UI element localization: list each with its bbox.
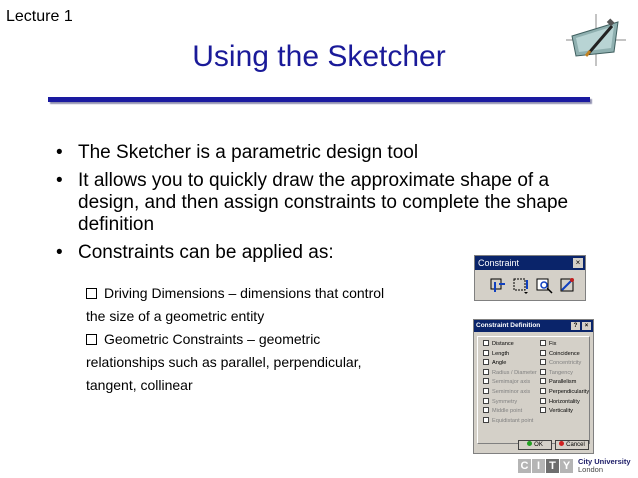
option-equidistant-point: Equidistant point (483, 417, 537, 427)
slide-title: Using the Sketcher (192, 40, 446, 73)
option-fix[interactable]: Fix (540, 340, 589, 350)
logo-text (578, 458, 631, 474)
sub-items (86, 282, 446, 397)
sub-item-line: relationships such as parallel, perpendicular, (86, 354, 362, 370)
dialog-help-button[interactable]: ? (571, 322, 580, 330)
option-concentricity: Concentricity (540, 359, 589, 369)
option-radius-diameter: Radius / Diameter (483, 369, 537, 379)
option-horizontality[interactable]: Horizontality (540, 398, 589, 408)
logo-place: London (578, 465, 604, 474)
bullet-text: It allows you to quickly draw the approximate shape of a design, and then assign constraints to complete the shape definition (78, 170, 569, 235)
checkbox (540, 359, 546, 365)
checkbox[interactable] (483, 359, 489, 365)
checkbox[interactable] (540, 407, 546, 413)
checkbox[interactable] (483, 350, 489, 356)
checkbox (540, 369, 546, 375)
bullet-dot: • (56, 170, 63, 191)
sub-item-line: tangent, collinear (86, 377, 193, 393)
option-distance[interactable]: Distance (483, 340, 537, 350)
bullet-item (52, 142, 572, 164)
option-length[interactable]: Length (483, 350, 537, 360)
checkbox (483, 417, 489, 423)
checkbox[interactable] (540, 388, 546, 394)
toolbar-close-button[interactable]: × (573, 258, 583, 268)
bullet-text: Constraints can be applied as: (78, 242, 334, 263)
toolbar-title: Constraint (478, 258, 520, 268)
option-angle[interactable]: Angle (483, 359, 537, 369)
cancel-icon (559, 441, 564, 446)
bullet-dot: • (56, 142, 63, 163)
constraint-definition-dialog (473, 319, 594, 454)
logo-letter: Y (560, 459, 573, 473)
left-options (483, 340, 537, 426)
checkbox (483, 398, 489, 404)
checkbox[interactable] (483, 340, 489, 346)
dialog-buttons (518, 440, 589, 450)
option-verticality[interactable]: Verticality (540, 407, 589, 417)
option-coincidence[interactable]: Coincidence (540, 350, 589, 360)
option-symmetry: Symmetry (483, 398, 537, 408)
option-tangency: Tangency (540, 369, 589, 379)
checkbox (483, 378, 489, 384)
dialog-close-button[interactable]: × (582, 322, 591, 330)
dialog-title: Constraint Definition (476, 322, 541, 329)
right-options (540, 340, 589, 417)
checkbox (483, 407, 489, 413)
option-parallelism[interactable]: Parallelism (540, 378, 589, 388)
ok-button[interactable]: OK (518, 440, 552, 450)
option-semiminor-axis: Semiminor axis (483, 388, 537, 398)
checkbox[interactable] (540, 398, 546, 404)
city-university-logo (518, 458, 631, 474)
sub-item-line: Geometric Constraints – geometric (86, 328, 446, 351)
constraint-toolbar (474, 255, 586, 301)
checkbox (483, 369, 489, 375)
option-perpendicularity[interactable]: Perpendicularity (540, 388, 589, 398)
toolbar-icons (475, 270, 585, 294)
sub-item-line: the size of a geometric entity (86, 308, 265, 324)
title-underline (48, 97, 590, 102)
bullet-text: The Sketcher is a parametric design tool (78, 142, 419, 163)
sub-item-line: Driving Dimensions – dimensions that control (86, 282, 446, 305)
checkbox[interactable] (540, 350, 546, 356)
logo-name: City University (578, 457, 631, 466)
dialog-titlebar (474, 320, 593, 332)
toolbar-titlebar (475, 256, 585, 270)
animate-constraint-icon[interactable] (558, 276, 576, 294)
bullet-item (52, 170, 572, 236)
ok-icon (527, 441, 532, 446)
checkbox[interactable] (540, 378, 546, 384)
logo-letter: C (518, 459, 531, 473)
cancel-button[interactable]: Cancel (555, 440, 589, 450)
lecture-label: Lecture 1 (6, 8, 73, 25)
option-semimajor-axis: Semimajor axis (483, 378, 537, 388)
bullet-list (52, 142, 572, 270)
logo-letter: T (546, 459, 559, 473)
constraint-icon[interactable] (512, 276, 530, 294)
constraint-dialog-icon[interactable] (489, 276, 507, 294)
logo-letter: I (532, 459, 545, 473)
checkbox-bullet-icon (86, 288, 97, 299)
checkbox (483, 388, 489, 394)
contact-constraint-icon[interactable] (535, 276, 553, 294)
bullet-dot: • (56, 242, 63, 263)
option-middle-point: Middle point (483, 407, 537, 417)
dialog-options-group (477, 336, 590, 444)
checkbox[interactable] (540, 340, 546, 346)
checkbox-bullet-icon (86, 334, 97, 345)
